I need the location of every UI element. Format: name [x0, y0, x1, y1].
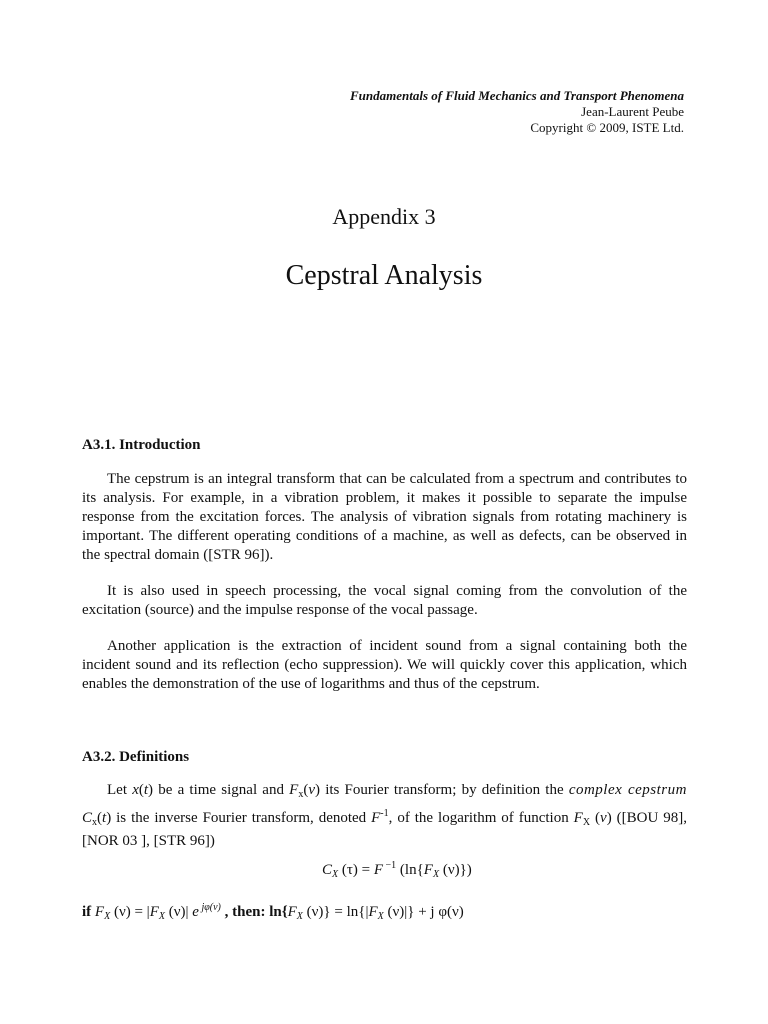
equation-log-spectrum: if $F_X$ $(\nu) = |F_X$ (ν)| e $^{j\varphi(\nu)}$ , then: $\ln\{F_X$ $(\nu)\} = \ln\{|F_X$ (ν)|} + j φ(ν): [82, 902, 464, 922]
paragraph: Another application is the extraction of incident sound from a signal containing both the incident sound and its reflection (echo suppression). We will quickly cover this application, which enables the demonstration of the use of logarithms and thus of the cepstrum.: [82, 638, 687, 692]
equation-cepstrum-definition: $C_X$ (τ) = F $^{-1}$ ($\ln\{F_X$ (ν)}): [322, 860, 472, 880]
running-header: [350, 88, 684, 136]
paragraph: The cepstrum is an integral transform that can be calculated from a spectrum and contributes to its analysis. For example, in a vibration problem, it makes it possible to separate the impulse response from the excitation forces. The analysis of vibration signals from rotating machinery is important. The different operating conditions of a machine, as well as defects, can be observed in the spectral domain ([STR 96]).: [82, 471, 687, 563]
copyright-line: Copyright © 2009, ISTE Ltd.: [530, 120, 684, 135]
book-title: Fundamentals of Fluid Mechanics and Transport Phenomena: [350, 88, 684, 103]
paragraph: It is also used in speech processing, the vocal signal coming from the convolution of the excitation (source) and the impulse response of the vocal passage.: [82, 583, 687, 618]
chapter-title: Cepstral Analysis: [285, 260, 483, 291]
author-name: Jean-Laurent Peube: [581, 104, 684, 119]
appendix-label: Appendix 3: [332, 204, 436, 229]
section-heading-introduction: A3.1. Introduction: [82, 437, 201, 453]
section-heading-definitions: A3.2. Definitions: [82, 749, 190, 765]
definition-paragraph: Let x(t) be a time signal and $F_x(\nu)$ its Fourier transform; by definition the complex cepstrum $C_x(t)$ is the inverse Fourier transform, denoted $F^{-1}$, of the logarithm of function $F_X$ (ν) ([BOU 98], [NOR 03 ], [STR 96]): [82, 782, 687, 849]
term-complex-cepstrum: complex cepstrum: [568, 782, 687, 798]
